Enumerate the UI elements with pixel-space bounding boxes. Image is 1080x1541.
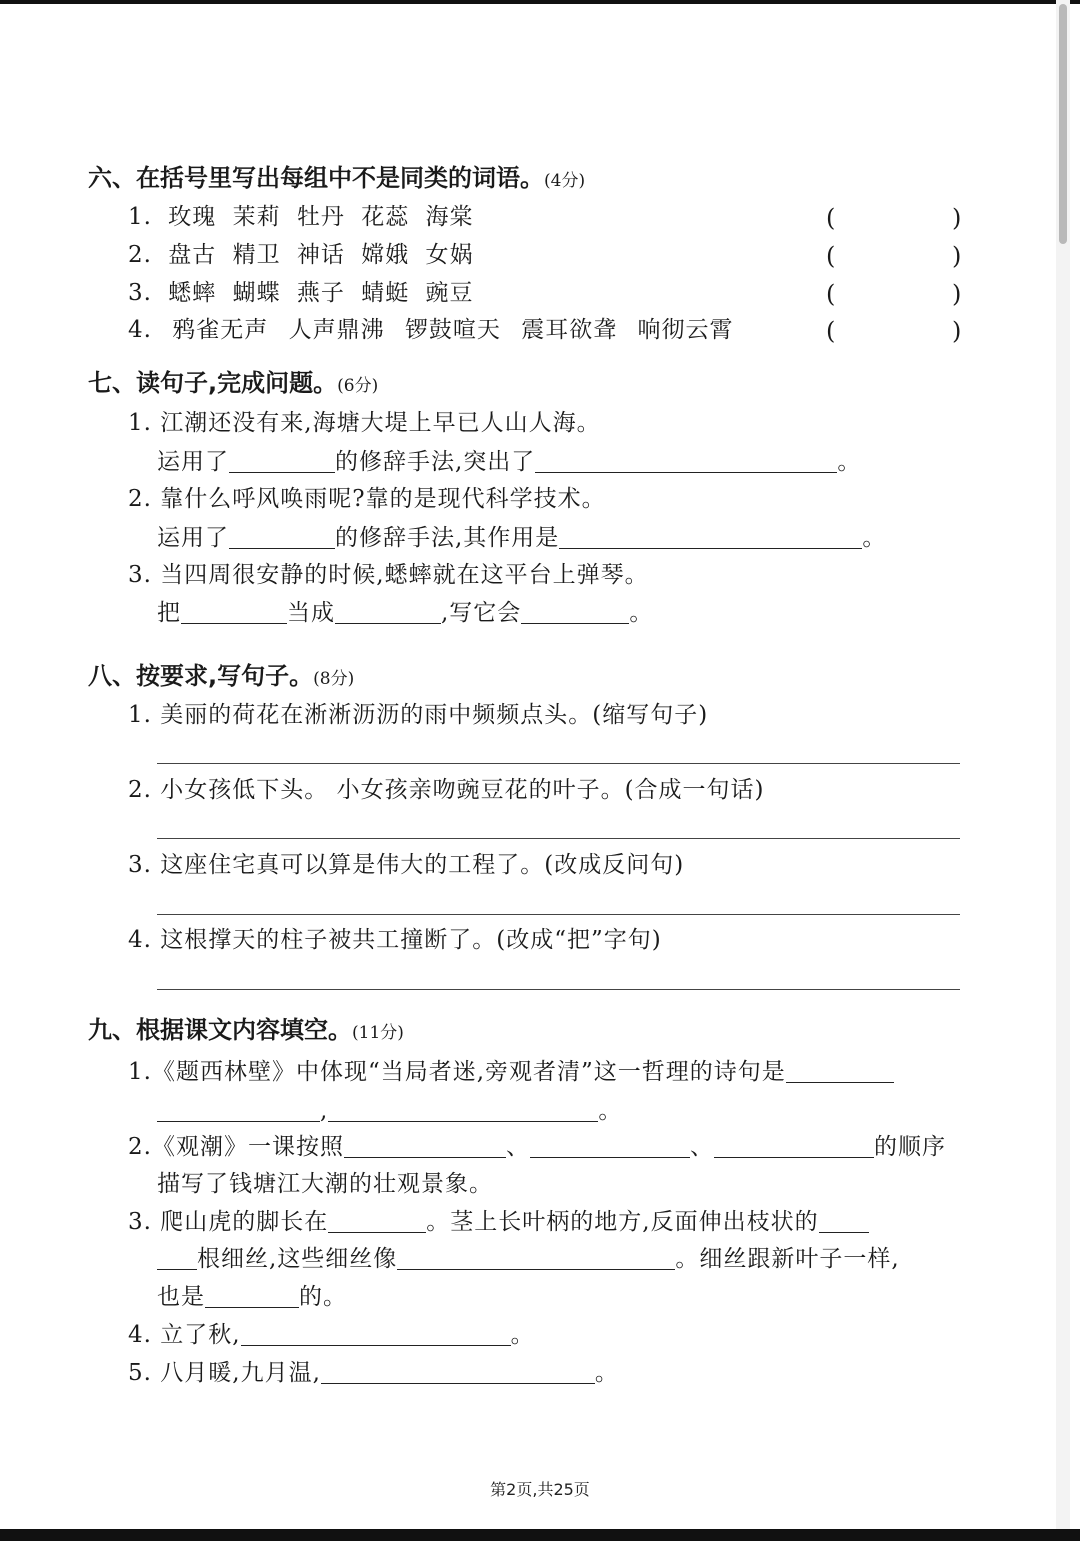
s8-q3: 3. 这座住宅真可以算是伟大的工程了。(改成反问句) xyxy=(128,852,685,878)
answer-blank[interactable] xyxy=(229,526,335,549)
s9-q2-tail: 的顺序 xyxy=(873,1134,946,1160)
s6-paren-close-3: ) xyxy=(952,280,962,308)
s9-q5-end: 。 xyxy=(594,1360,619,1386)
section-9-points: (11分) xyxy=(352,1023,404,1043)
s9-q3-text: 3. 爬山虎的脚长在 xyxy=(128,1209,329,1235)
s6-paren-open-3: ( xyxy=(826,280,836,308)
answer-blank[interactable] xyxy=(819,1210,869,1233)
s6-paren-open-4: ( xyxy=(826,317,836,345)
s7-q3: 3. 当四周很安静的时候,蟋蟀就在这平台上弹琴。 xyxy=(128,562,649,588)
s9-q2-cont: 描写了钱塘江大潮的壮观景象。 xyxy=(157,1171,493,1197)
s9-q4-text: 4. 立了秋, xyxy=(128,1322,241,1348)
answer-blank[interactable] xyxy=(328,1210,426,1233)
s9-q3-d: 。细丝跟新叶子一样, xyxy=(675,1246,900,1272)
s6-paren-close-1: ) xyxy=(952,204,962,232)
s6-item-4: 4. 鸦雀无声 人声鼎沸 锣鼓喧天 震耳欲聋 响彻云霄 xyxy=(128,317,734,343)
s7-q1-end: 。 xyxy=(837,449,862,475)
section-8-title xyxy=(88,664,354,688)
s9-q2-dun1: 、 xyxy=(505,1134,530,1160)
s7-q1-label1: 运用了 xyxy=(157,449,229,475)
s6-paren-open-2: ( xyxy=(826,242,836,270)
section-9-title xyxy=(88,1018,404,1042)
answer-blank[interactable] xyxy=(181,601,287,624)
s9-q4 xyxy=(128,1323,535,1347)
s9-q3-cont xyxy=(157,1247,900,1271)
answer-blank[interactable] xyxy=(344,1135,506,1158)
s7-q1: 1. 江潮还没有来,海塘大堤上早已人山人海。 xyxy=(128,410,601,436)
s7-q2-answer xyxy=(157,526,886,550)
answer-line[interactable] xyxy=(157,838,960,839)
section-7-heading: 七、读句子,完成问题。 xyxy=(88,369,338,397)
answer-blank[interactable] xyxy=(786,1060,894,1083)
s7-q1-label2: 的修辞手法,突出了 xyxy=(335,449,536,475)
s9-q3 xyxy=(128,1210,869,1234)
s7-q3-label3: ,写它会 xyxy=(441,600,522,626)
s9-q2 xyxy=(128,1135,946,1159)
s6-item-2: 2. 盘古 精卫 神话 嫦娥 女娲 xyxy=(128,242,474,268)
s9-q3-cont2 xyxy=(157,1285,347,1309)
answer-blank[interactable] xyxy=(328,1099,598,1122)
s7-q1-answer xyxy=(157,450,861,474)
s9-q3-b: 。茎上长叶柄的地方,反面伸出枝状的 xyxy=(426,1209,819,1235)
s7-q2-end: 。 xyxy=(862,525,887,551)
answer-blank[interactable] xyxy=(229,450,335,473)
section-7-title xyxy=(88,371,378,395)
page-indicator: 第2页,共25页 xyxy=(490,1480,590,1499)
bottom-border xyxy=(0,1529,1080,1541)
s9-q3-e: 也是 xyxy=(157,1284,205,1310)
answer-blank[interactable] xyxy=(241,1323,511,1346)
s7-q3-label1: 把 xyxy=(157,600,181,626)
s7-q2-label2: 的修辞手法,其作用是 xyxy=(335,525,560,551)
s7-q3-end: 。 xyxy=(629,600,654,626)
answer-blank[interactable] xyxy=(535,450,837,473)
s9-q1-cont xyxy=(157,1099,622,1123)
answer-blank[interactable] xyxy=(559,526,862,549)
scrollbar-thumb[interactable] xyxy=(1059,4,1067,244)
answer-blank[interactable] xyxy=(157,1247,197,1270)
answer-blank[interactable] xyxy=(335,601,441,624)
s9-q1-end: 。 xyxy=(598,1098,623,1124)
s9-q3-c: 根细丝,这些细丝像 xyxy=(197,1246,398,1272)
answer-line[interactable] xyxy=(157,914,960,915)
s7-q2-label1: 运用了 xyxy=(157,525,229,551)
answer-blank[interactable] xyxy=(397,1247,675,1270)
s8-q1: 1. 美丽的荷花在淅淅沥沥的雨中频频点头。(缩写句子) xyxy=(128,702,709,728)
s9-q2-dun2: 、 xyxy=(689,1134,714,1160)
s6-item-1: 1. 玫瑰 茉莉 牡丹 花蕊 海棠 xyxy=(128,204,474,230)
section-6-heading: 六、在括号里写出每组中不是同类的词语。 xyxy=(88,164,544,192)
s6-paren-close-2: ) xyxy=(952,242,962,270)
s7-q3-label2: 当成 xyxy=(287,600,335,626)
s9-q4-end: 。 xyxy=(510,1322,535,1348)
top-border xyxy=(0,0,1080,4)
answer-line[interactable] xyxy=(157,763,960,764)
s7-q3-answer xyxy=(157,601,653,625)
section-7-points: (6分) xyxy=(337,376,379,396)
section-6-title xyxy=(88,166,585,190)
answer-blank[interactable] xyxy=(205,1285,299,1308)
s8-q2: 2. 小女孩低下头。 小女孩亲吻豌豆花的叶子。(合成一句话) xyxy=(128,777,765,803)
s6-paren-close-4: ) xyxy=(952,317,962,345)
s9-q1-text: 1.《题西林壁》中体现“当局者迷,旁观者清”这一哲理的诗句是 xyxy=(128,1059,786,1085)
s6-paren-open-1: ( xyxy=(826,204,836,232)
section-8-heading: 八、按要求,写句子。 xyxy=(88,662,314,690)
s7-q2: 2. 靠什么呼风唤雨呢?靠的是现代科学技术。 xyxy=(128,486,606,512)
answer-blank[interactable] xyxy=(321,1361,595,1384)
answer-blank[interactable] xyxy=(157,1099,320,1122)
section-6-points: (4分) xyxy=(544,171,586,191)
s9-q3-f: 的。 xyxy=(299,1284,347,1310)
answer-blank[interactable] xyxy=(714,1135,874,1158)
section-9-heading: 九、根据课文内容填空。 xyxy=(88,1016,352,1044)
s9-q5-text: 5. 八月暖,九月温, xyxy=(128,1360,321,1386)
answer-line[interactable] xyxy=(157,989,960,990)
s9-q1-comma: , xyxy=(320,1098,329,1124)
s9-q5 xyxy=(128,1361,619,1385)
answer-blank[interactable] xyxy=(521,601,629,624)
answer-blank[interactable] xyxy=(530,1135,690,1158)
s9-q1 xyxy=(128,1060,894,1084)
s8-q4: 4. 这根撑天的柱子被共工撞断了。(改成“把”字句) xyxy=(128,927,662,953)
section-8-points: (8分) xyxy=(313,669,355,689)
s6-item-3: 3. 蟋蟀 蝴蝶 燕子 蜻蜓 豌豆 xyxy=(128,280,474,306)
s9-q2-text: 2.《观潮》一课按照 xyxy=(128,1134,344,1160)
